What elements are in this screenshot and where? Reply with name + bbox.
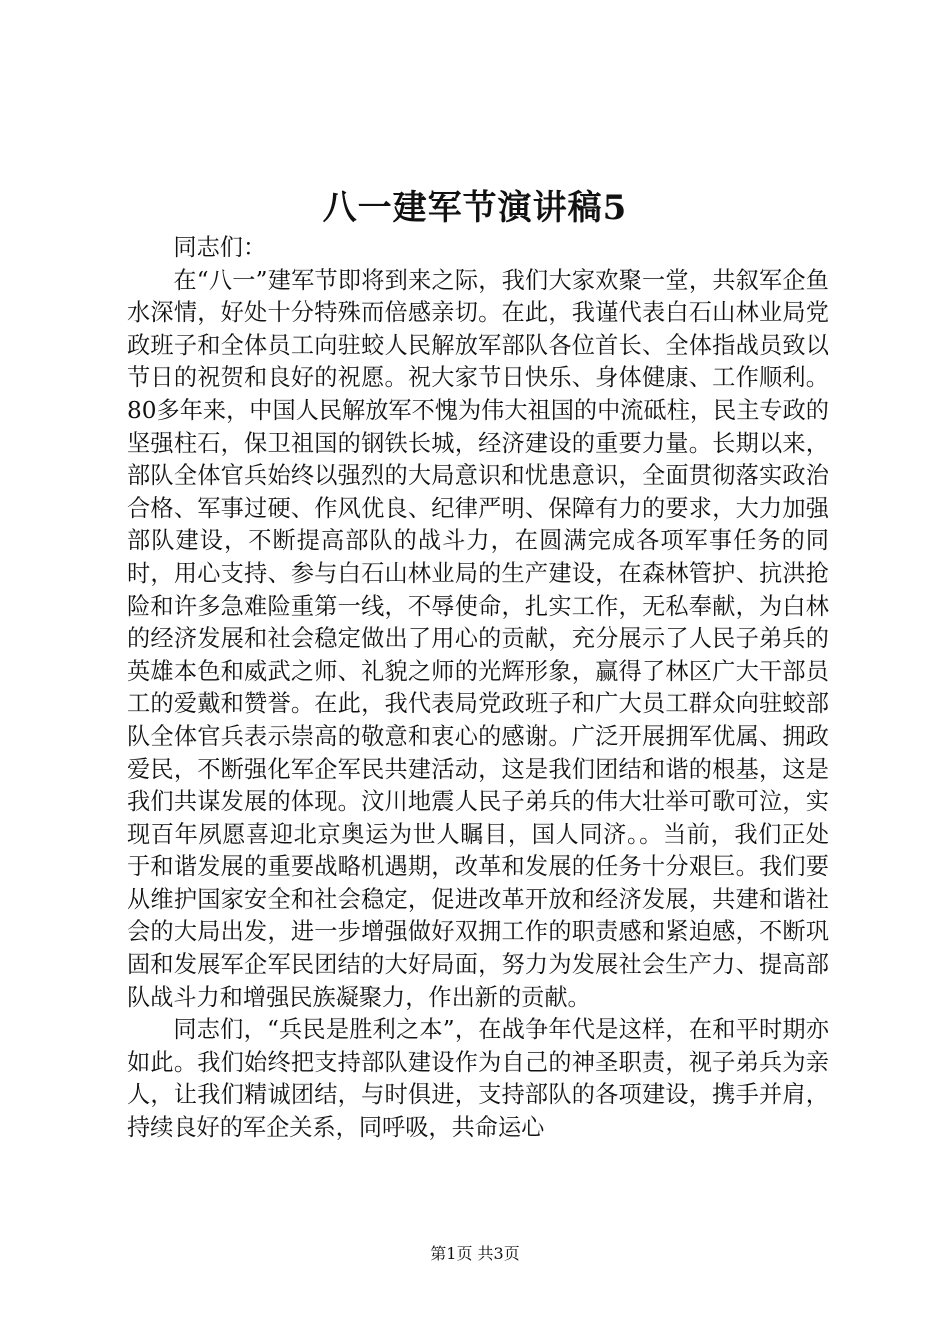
page-footer: 第1页 共3页 (430, 1244, 520, 1263)
document-title: 八一建军节演讲稿5 (322, 188, 628, 228)
document-body (127, 232, 829, 1145)
salutation: 同志们： (173, 234, 267, 261)
paragraph-2: 同志们，“兵民是胜利之本”，在战争年代是这样，在和平时期亦如此。我们始终把支持部队建设作为自己的神圣职责，视子弟兵为亲人，让我们精诚团结，与时俱进，支持部队的各项建设，携手并肩，持续良好的军企关系，同呼吸，共命运心 (127, 1016, 829, 1142)
paragraph-1: 在“八一”建军节即将到来之际，我们大家欢聚一堂，共叙军企鱼水深情，好处十分特殊而倍感亲切。在此，我谨代表白石山林业局党政班子和全体员工向驻蛟人民解放军部队各位首长、全体指战员致以节日的祝贺和良好的祝愿。祝大家节日快乐、身体健康、工作顺利。80多年来，中国人民解放军不愧为伟大祖国的中流砥柱，民主专政的坚强柱石，保卫祖国的钢铁长城，经济建设的重要力量。长期以来，部队全体官兵始终以强烈的大局意识和忧患意识，全面贯彻落实政治合格、军事过硬、作风优良、纪律严明、保障有力的要求，大力加强部队建设，不断提高部队的战斗力，在圆满完成各项军事任务的同时，用心支持、参与白石山林业局的生产建设，在森林管护、抗洪抢险和许多急难险重第一线，不辱使命，扎实工作，无私奉献，为白林的经济发展和社会稳定做出了用心的贡献，充分展示了人民子弟兵的英雄本色和威武之师、礼貌之师的光辉形象，赢得了林区广大干部员工的爱戴和赞誉。在此，我代表局党政班子和广大员工群众向驻蛟部队全体官兵表示崇高的敬意和衷心的感谢。广泛开展拥军优属、拥政爱民，不断强化军企军民共建活动，这是我们团结和谐的根基，这是我们共谋发展的体现。汶川地震人民子弟兵的伟大壮举可歌可泣，实现百年夙愿喜迎北京奥运为世人瞩目，国人同济。。当前，我们正处于和谐发展的重要战略机遇期，改革和发展的任务十分艰巨。我们要从维护国家安全和社会稳定，促进改革开放和经济发展，共建和谐社会的大局出发，进一步增强做好双拥工作的职责感和紧迫感，不断巩固和发展军企军民团结的大好局面，努力为发展社会生产力、提高部队战斗力和增强民族凝聚力，作出新的贡献。 (127, 266, 829, 1011)
